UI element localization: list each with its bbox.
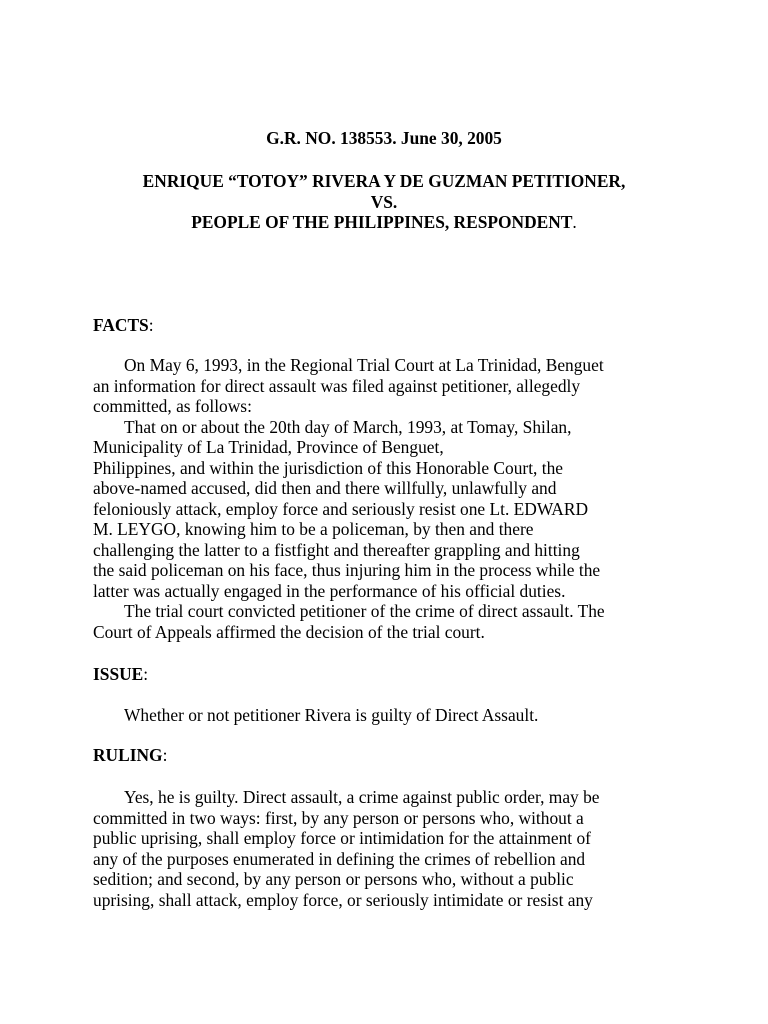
ruling-line: committed in two ways: first, by any person or persons who, without a bbox=[93, 807, 584, 828]
respondent-line bbox=[93, 212, 675, 233]
respondent-name: PEOPLE OF THE PHILIPPINES, RESPONDENT bbox=[191, 212, 573, 232]
issue-heading-colon: : bbox=[143, 664, 149, 684]
facts-line: Municipality of La Trinidad, Province of Benguet, bbox=[93, 437, 444, 457]
ruling-line: sedition; and second, by any person or persons who, without a public bbox=[93, 869, 574, 889]
facts-heading-colon: : bbox=[148, 315, 154, 335]
facts-line: an information for direct assault was filed against petitioner, allegedly bbox=[93, 375, 581, 396]
ruling-heading-colon: : bbox=[162, 745, 168, 765]
issue-heading-label: ISSUE bbox=[93, 664, 144, 684]
facts-line: challenging the latter to a fistfight and thereafter grappling and hitting bbox=[93, 539, 580, 560]
facts-line: Court of Appeals affirmed the decision of the trial court. bbox=[93, 621, 485, 642]
issue-heading bbox=[93, 664, 148, 685]
petitioner-line: ENRIQUE “TOTOY” RIVERA Y DE GUZMAN PETITIONER, bbox=[142, 171, 626, 191]
issue-text: Whether or not petitioner Rivera is guilty of Direct Assault. bbox=[124, 705, 539, 725]
issue-body bbox=[93, 705, 693, 726]
facts-line: Philippines, and within the jurisdiction of this Honorable Court, the bbox=[93, 457, 563, 478]
ruling-heading bbox=[93, 745, 167, 766]
facts-line: above-named accused, did then and there willfully, unlawfully and bbox=[93, 478, 557, 498]
facts-line: M. LEYGO, knowing him to be a policeman, by then and there bbox=[93, 519, 534, 539]
case-number: G.R. NO. 138553. June 30, 2005 bbox=[266, 128, 502, 148]
facts-line: the said policeman on his face, thus injuring him in the process while the bbox=[93, 560, 601, 580]
respondent-period: . bbox=[572, 212, 577, 232]
facts-line: On May 6, 1993, in the Regional Trial Court at La Trinidad, Benguet bbox=[124, 355, 604, 375]
ruling-heading-label: RULING bbox=[93, 745, 163, 765]
facts-line: feloniously attack, employ force and seriously resist one Lt. EDWARD bbox=[93, 498, 589, 519]
ruling-line: public uprising, shall employ force or intimidation for the attainment of bbox=[93, 828, 591, 848]
facts-heading-label: FACTS bbox=[93, 315, 149, 335]
ruling-line: any of the purposes enumerated in defining the crimes of rebellion and bbox=[93, 848, 586, 869]
facts-line: committed, as follows: bbox=[93, 396, 252, 416]
facts-line: latter was actually engaged in the performance of his official duties. bbox=[93, 580, 566, 601]
ruling-line: Yes, he is guilty. Direct assault, a crime against public order, may be bbox=[124, 787, 600, 807]
facts-heading bbox=[93, 315, 154, 336]
facts-line: That on or about the 20th day of March, 1993, at Tomay, Shilan, bbox=[124, 416, 572, 437]
facts-line: The trial court convicted petitioner of the crime of direct assault. The bbox=[124, 601, 605, 621]
ruling-line: uprising, shall attack, employ force, or seriously intimidate or resist any bbox=[93, 889, 593, 910]
facts-body bbox=[93, 355, 693, 642]
versus-line: VS. bbox=[370, 192, 398, 212]
ruling-body bbox=[93, 787, 693, 910]
